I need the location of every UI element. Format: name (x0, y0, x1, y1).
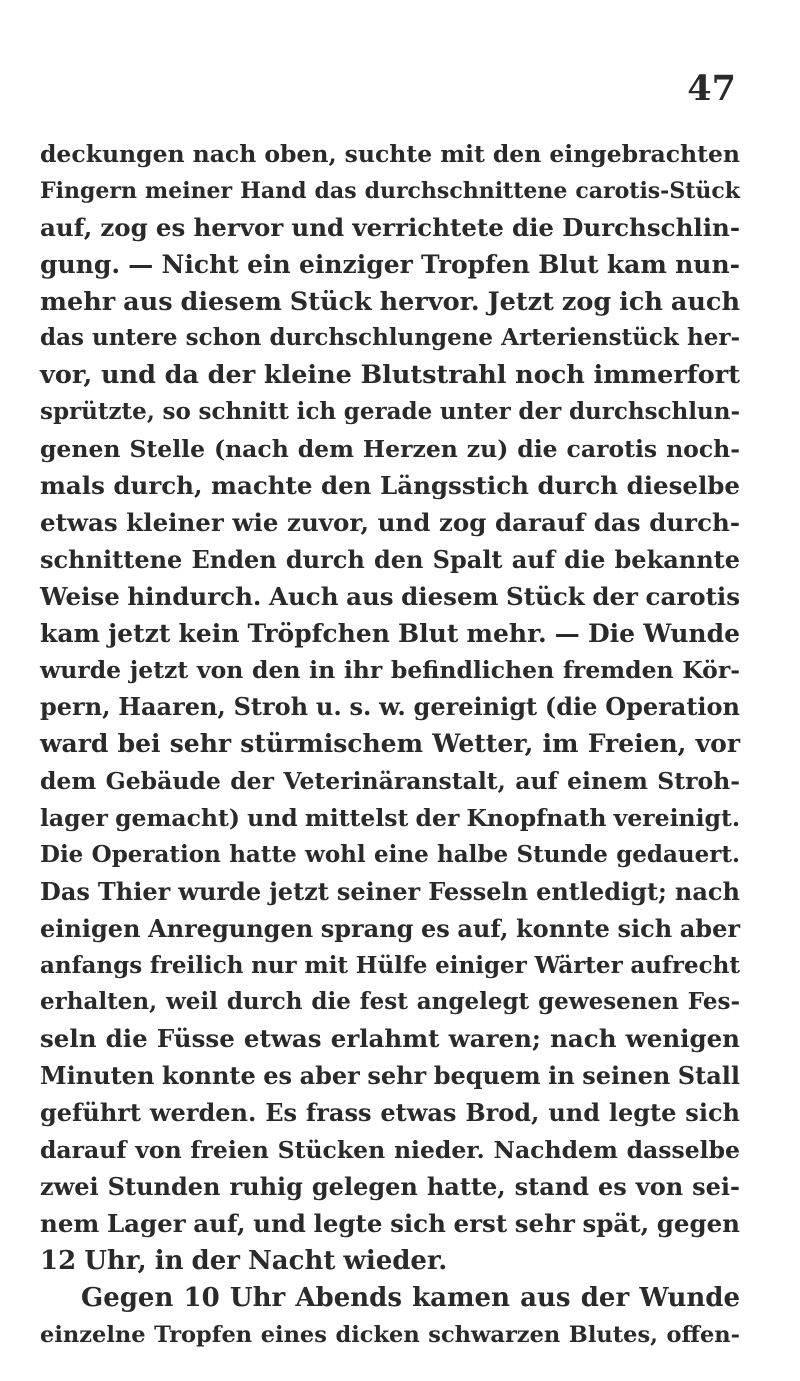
text-line: Die Operation hatte wohl eine halbe Stunde gedauert. (40, 840, 740, 868)
body-text (40, 136, 740, 1353)
text-line: zwei Stunden ruhig gelegen hatte, stand es von sei- (40, 1171, 740, 1201)
text-line: nem Lager auf, und legte sich erst sehr spät, gegen (40, 1208, 740, 1238)
text-line: darauf von freien Stücken nieder. Nachdem dasselbe (40, 1136, 740, 1165)
text-line: lager gemacht) und mittelst der Knopfnath vereinigt. (40, 804, 741, 833)
text-line: deckungen nach oben, suchte mit den eingebrachten (40, 140, 740, 168)
text-line: Minuten konnte es aber sehr bequem in seinen Stall (40, 1061, 740, 1091)
text-line: Fingern meiner Hand das durchschnittene carotis-Stück (40, 177, 740, 204)
text-line: erhalten, weil durch die fest angelegt gewesenen Fes- (40, 988, 740, 1016)
text-line: mals durch, machte den Längsstich durch dieselbe (40, 471, 740, 501)
text-line: pern, Haaren, Stroh u. s. w. gereinigt (die Operation (40, 692, 740, 722)
text-line: anfangs freilich nur mit Hülfe einiger Wärter aufrecht (40, 951, 740, 979)
text-line: ward bei sehr stürmischem Wetter, im Freien, vor (40, 729, 740, 759)
text-line: geführt werden. Es frass etwas Brod, und legte sich (40, 1098, 740, 1128)
text-line: seln die Füsse etwas erlahmt waren; nach wenigen (40, 1024, 740, 1054)
text-line: mehr aus diesem Stück hervor. Jetzt zog ich auch (40, 286, 740, 317)
text-line: Weise hindurch. Auch aus diesem Stück der carotis (40, 581, 740, 611)
text-line: Das Thier wurde jetzt seiner Fesseln entledigt; nach (40, 876, 740, 906)
text-line: wurde jetzt von den in ihr befindlichen fremden Kör- (40, 656, 740, 685)
text-line: einzelne Tropfen eines dicken schwarzen Blutes, offen- (40, 1321, 740, 1348)
text-line: dem Gebäude der Veterinäranstalt, auf einem Stroh- (40, 767, 740, 796)
text-line: schnittene Enden durch den Spalt auf die bekannte (40, 544, 740, 574)
text-line: auf, zog es hervor und verrichtete die Durchschlin- (40, 212, 740, 242)
text-line: gung. — Nicht ein einziger Tropfen Blut kam nun- (40, 249, 740, 279)
text-line: genen Stelle (nach dem Herzen zu) die carotis noch- (40, 435, 740, 464)
text-line: kam jetzt kein Tröpfchen Blut mehr. — Die Wunde (40, 618, 740, 648)
text-line: das untere schon durchschlungene Arterienstück her- (40, 324, 740, 352)
text-line: vor, und da der kleine Blutstrahl noch immerfort (40, 360, 740, 391)
text-line: Gegen 10 Uhr Abends kamen aus der Wunde (81, 1282, 740, 1313)
text-line: 12 Uhr, in der Nacht wieder. (40, 1245, 448, 1276)
text-line: sprützte, so schnitt ich gerade unter der durchschlun- (40, 398, 740, 426)
text-line: einigen Anregungen sprang es auf, konnte sich aber (40, 913, 740, 943)
page-number: 47 (687, 68, 736, 109)
text-line: etwas kleiner wie zuvor, und zog darauf das durch- (40, 507, 740, 537)
